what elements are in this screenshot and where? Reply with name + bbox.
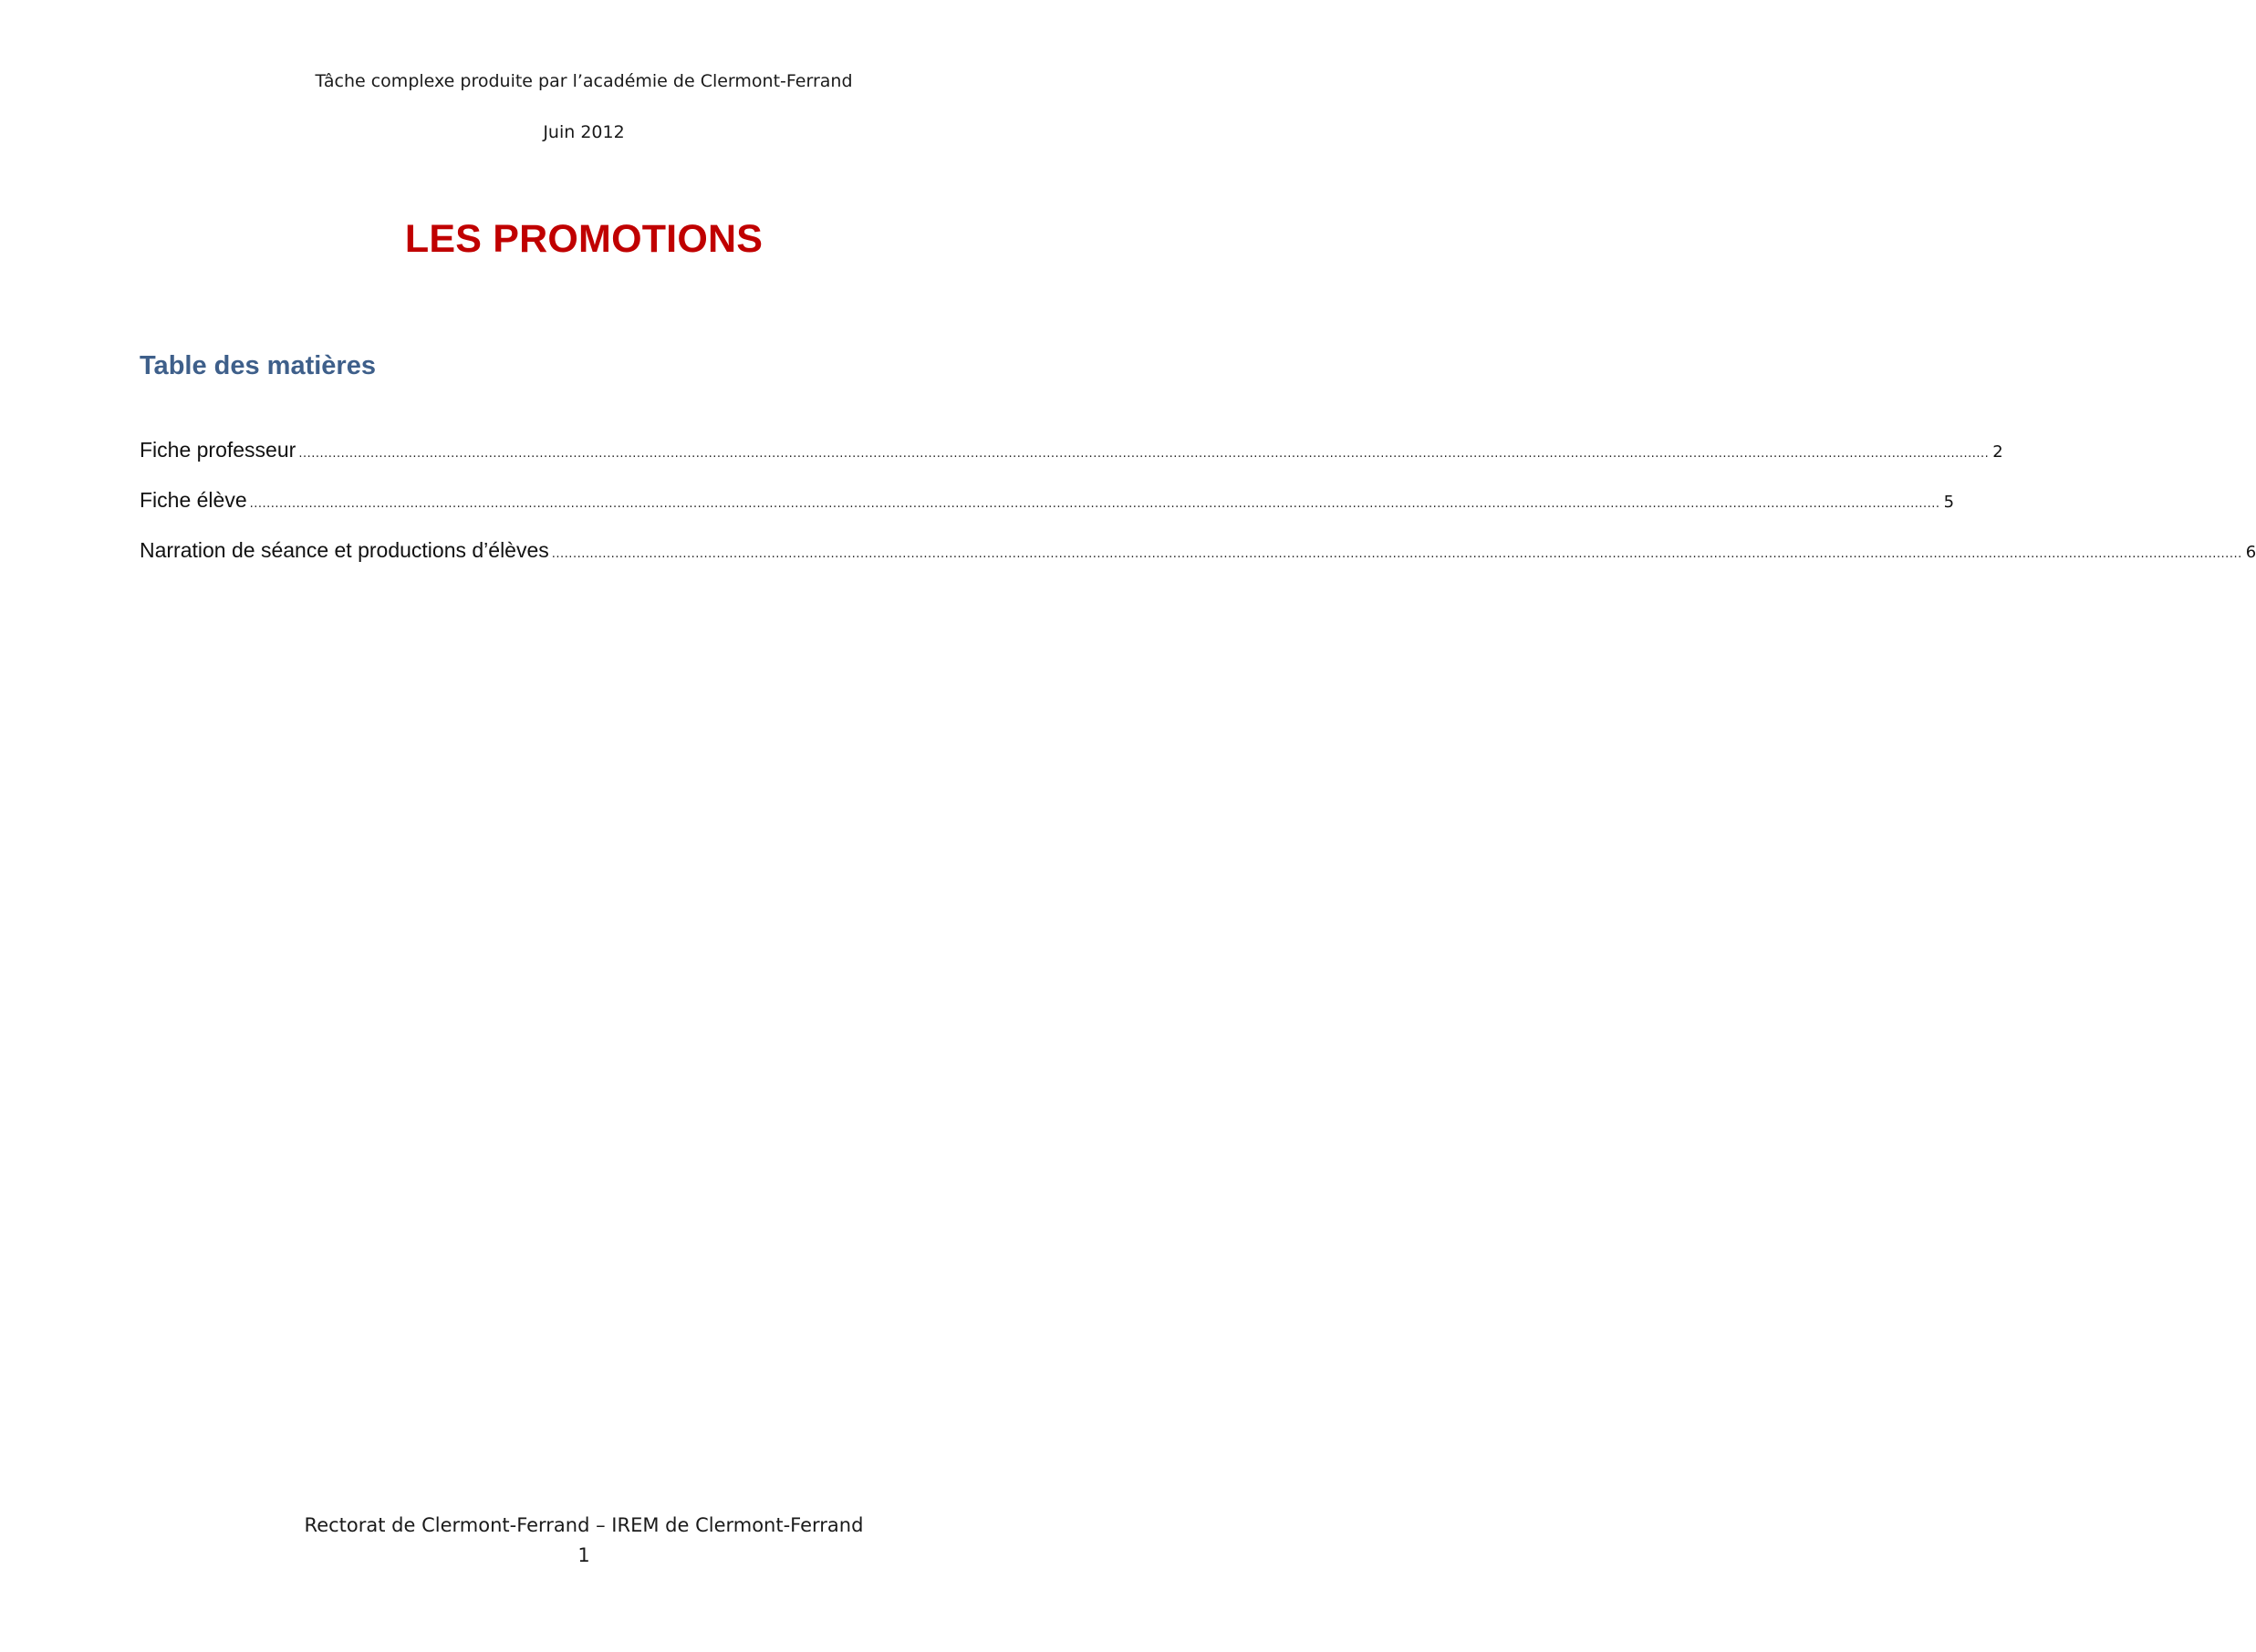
document-title: LES PROMOTIONS (404, 217, 764, 261)
footer-text: Rectorat de Clermont-Ferrand – IREM de Clermont-Ferrand (304, 1514, 864, 1536)
toc-entry-fiche-eleve[interactable] (140, 488, 1955, 538)
toc-dot-leader: ................................................................................................................................................................................................................................................................................................................................................................................................................ (551, 547, 2242, 561)
toc-entry-page[interactable]: 6 (2245, 543, 2256, 562)
toc-entry-page[interactable]: 5 (1943, 493, 1955, 512)
toc-entry-narration[interactable] (140, 538, 2256, 588)
toc-entry-label[interactable]: Narration de séance et productions d’élèves (140, 538, 549, 562)
footer-page-number: 1 (577, 1544, 590, 1566)
header-date-line: Juin 2012 (543, 122, 625, 142)
toc-heading: Table des matières (140, 351, 376, 380)
header-org-line: Tâche complexe produite par l’académie de Clermont-Ferrand (315, 71, 853, 91)
toc-entry-page[interactable]: 2 (1992, 442, 2003, 462)
toc-dot-leader: ................................................................................................................................................................................................................................................................................................................................................................................................................ (298, 447, 1990, 461)
toc-entry-fiche-professeur[interactable] (140, 438, 2003, 488)
table-of-contents (140, 438, 2256, 588)
toc-entry-label[interactable]: Fiche professeur (140, 438, 296, 462)
toc-dot-leader: ................................................................................................................................................................................................................................................................................................................................................................................................................ (249, 497, 1940, 511)
toc-entry-label[interactable]: Fiche élève (140, 488, 247, 512)
